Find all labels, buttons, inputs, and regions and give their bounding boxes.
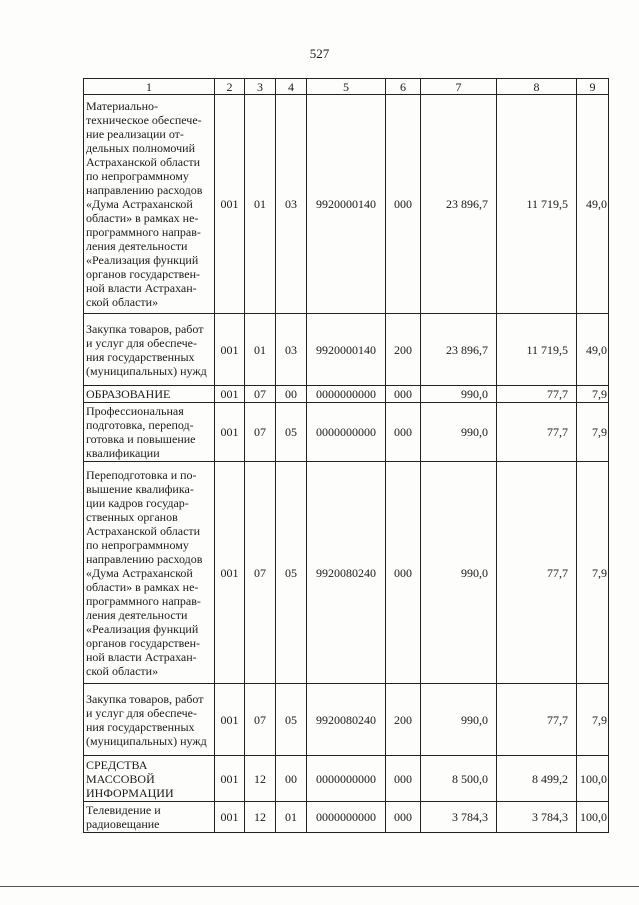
cell-expense-type: 000	[386, 756, 421, 802]
cell-actual: 11 719,5	[497, 95, 577, 314]
cell-target-article: 9920080240	[307, 462, 386, 684]
cell-plan: 990,0	[421, 462, 497, 684]
cell-section: 01	[245, 314, 276, 386]
column-header: 6	[386, 79, 421, 95]
cell-plan: 990,0	[421, 403, 497, 462]
row-name: Закупка товаров, работ и услуг для обеспече-ния государственных (муниципальных) нужд	[84, 684, 215, 756]
cell-expense-type: 000	[386, 802, 421, 833]
cell-subsection: 05	[276, 403, 307, 462]
column-header: 4	[276, 79, 307, 95]
column-header: 5	[307, 79, 386, 95]
cell-actual: 77,7	[497, 684, 577, 756]
cell-grbs: 001	[215, 386, 245, 403]
cell-section: 07	[245, 684, 276, 756]
cell-percent: 7,9	[577, 386, 609, 403]
cell-subsection: 00	[276, 756, 307, 802]
cell-section: 12	[245, 756, 276, 802]
table-row	[84, 802, 609, 833]
row-name: Профессиональная подготовка, перепод-готовка и повышение квалификации	[84, 403, 215, 462]
table-row	[84, 314, 609, 386]
page-number: 527	[309, 46, 330, 61]
row-name: ОБРАЗОВАНИЕ	[84, 386, 215, 403]
cell-percent: 7,9	[577, 462, 609, 684]
cell-subsection: 01	[276, 802, 307, 833]
column-header: 3	[245, 79, 276, 95]
table-row	[84, 386, 609, 403]
cell-percent: 49,0	[577, 314, 609, 386]
cell-target-article: 0000000000	[307, 802, 386, 833]
cell-section: 07	[245, 386, 276, 403]
cell-target-article: 0000000000	[307, 756, 386, 802]
cell-target-article: 9920000140	[307, 95, 386, 314]
cell-expense-type: 200	[386, 684, 421, 756]
cell-percent: 49,0	[577, 95, 609, 314]
cell-expense-type: 000	[386, 403, 421, 462]
cell-actual: 8 499,2	[497, 756, 577, 802]
cell-target-article: 9920000140	[307, 314, 386, 386]
cell-subsection: 03	[276, 314, 307, 386]
cell-actual: 3 784,3	[497, 802, 577, 833]
cell-section: 01	[245, 95, 276, 314]
cell-grbs: 001	[215, 314, 245, 386]
cell-grbs: 001	[215, 95, 245, 314]
table-row	[84, 684, 609, 756]
cell-plan: 990,0	[421, 684, 497, 756]
column-header: 7	[421, 79, 497, 95]
cell-grbs: 001	[215, 802, 245, 833]
row-name: Материально-техническое обеспече-ние реализации от-дельных полномочий Астраханской области по непрограммному направлению расходов «Дума Астраханской области» в рамках не-программного направ-ления деятельности «Реализация функций органов государствен-ной власти Астрахан-ской области»	[84, 95, 215, 314]
cell-percent: 7,9	[577, 684, 609, 756]
row-name: Переподготовка и по-вышение квалифика-ции кадров государ-ственных органов Астраханской области по непрограммному направлению расходов «Дума Астраханской области» в рамках не-программного направ-ления деятельности «Реализация функций органов государствен-ной власти Астрахан-ской области»	[84, 462, 215, 684]
column-header: 1	[84, 79, 215, 95]
table-row	[84, 462, 609, 684]
column-header: 2	[215, 79, 245, 95]
table-header-row	[84, 79, 609, 95]
cell-actual: 11 719,5	[497, 314, 577, 386]
table-row	[84, 95, 609, 314]
budget-table	[83, 78, 609, 833]
cell-plan: 8 500,0	[421, 756, 497, 802]
cell-expense-type: 000	[386, 95, 421, 314]
cell-target-article: 9920080240	[307, 684, 386, 756]
cell-subsection: 05	[276, 684, 307, 756]
cell-plan: 3 784,3	[421, 802, 497, 833]
column-header: 9	[577, 79, 609, 95]
cell-grbs: 001	[215, 756, 245, 802]
cell-percent: 7,9	[577, 403, 609, 462]
cell-grbs: 001	[215, 462, 245, 684]
cell-section: 07	[245, 462, 276, 684]
cell-actual: 77,7	[497, 386, 577, 403]
cell-grbs: 001	[215, 403, 245, 462]
cell-target-article: 0000000000	[307, 403, 386, 462]
cell-subsection: 00	[276, 386, 307, 403]
cell-plan: 990,0	[421, 386, 497, 403]
cell-expense-type: 000	[386, 386, 421, 403]
cell-percent: 100,0	[577, 756, 609, 802]
column-header: 8	[497, 79, 577, 95]
cell-actual: 77,7	[497, 403, 577, 462]
cell-section: 07	[245, 403, 276, 462]
cell-section: 12	[245, 802, 276, 833]
cell-subsection: 03	[276, 95, 307, 314]
cell-subsection: 05	[276, 462, 307, 684]
cell-target-article: 0000000000	[307, 386, 386, 403]
cell-plan: 23 896,7	[421, 314, 497, 386]
cell-expense-type: 000	[386, 462, 421, 684]
page-bottom-rule	[0, 886, 639, 887]
row-name: СРЕДСТВА МАССОВОЙ ИНФОРМАЦИИ	[84, 756, 215, 802]
row-name: Телевидение и радиовещание	[84, 802, 215, 833]
cell-actual: 77,7	[497, 462, 577, 684]
cell-expense-type: 200	[386, 314, 421, 386]
cell-grbs: 001	[215, 684, 245, 756]
table-row	[84, 756, 609, 802]
cell-percent: 100,0	[577, 802, 609, 833]
cell-plan: 23 896,7	[421, 95, 497, 314]
table-row	[84, 403, 609, 462]
row-name: Закупка товаров, работ и услуг для обеспече-ния государственных (муниципальных) нужд	[84, 314, 215, 386]
